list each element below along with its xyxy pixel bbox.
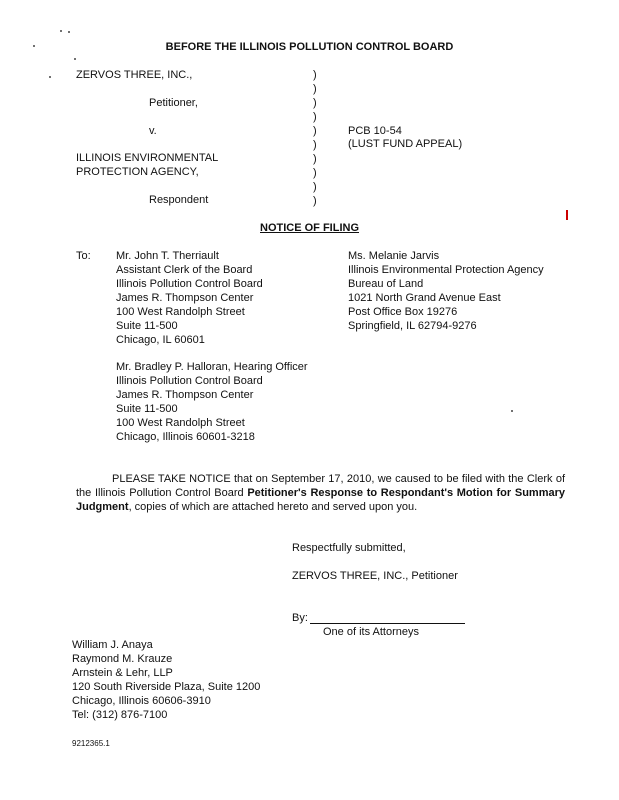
address-line: Suite 11-500 bbox=[116, 403, 178, 415]
paren: ) bbox=[313, 111, 317, 123]
signing-party: ZERVOS THREE, INC., Petitioner bbox=[292, 570, 458, 582]
paren: ) bbox=[313, 139, 317, 151]
to-label: To: bbox=[76, 250, 91, 262]
counsel-line: William J. Anaya bbox=[72, 639, 153, 651]
notice-text: PLEASE TAKE NOTICE that on September 17, 2010, we caused to be filed with the Clerk of the Illinois Pollution Control Board bbox=[76, 473, 565, 499]
filed-document-title: Petitioner's Response to Respondant's Motion for Summary Judgment bbox=[76, 487, 565, 513]
respondent-name-line1: ILLINOIS ENVIRONMENTAL bbox=[76, 152, 219, 164]
address-line: Illinois Pollution Control Board bbox=[116, 375, 263, 387]
counsel-line: Chicago, Illinois 60606-3910 bbox=[72, 695, 211, 707]
signature-line bbox=[310, 623, 465, 624]
address-line: Illinois Environmental Protection Agency bbox=[348, 264, 544, 276]
respondent-name-line2: PROTECTION AGENCY, bbox=[76, 166, 199, 178]
address-line: Chicago, IL 60601 bbox=[116, 334, 205, 346]
recipient-therriault bbox=[116, 249, 263, 347]
notice-text-end: , copies of which are attached hereto and served upon you. bbox=[128, 501, 418, 513]
counsel-line: Tel: (312) 876-7100 bbox=[72, 709, 168, 721]
paren: ) bbox=[313, 97, 317, 109]
counsel-line: 120 South Riverside Plaza, Suite 1200 bbox=[72, 681, 261, 693]
address-line: Mr. Bradley P. Halloran, Hearing Officer bbox=[116, 361, 308, 373]
paren: ) bbox=[313, 83, 317, 95]
notice-title: NOTICE OF FILING bbox=[260, 222, 359, 234]
paren: ) bbox=[313, 181, 317, 193]
address-line: James R. Thompson Center bbox=[116, 292, 254, 304]
address-line: 1021 North Grand Avenue East bbox=[348, 292, 501, 304]
scan-speck bbox=[49, 76, 51, 78]
versus: v. bbox=[149, 125, 157, 137]
recipient-halloran bbox=[116, 360, 308, 444]
address-line: Mr. John T. Therriault bbox=[116, 250, 219, 262]
address-line: Chicago, Illinois 60601-3218 bbox=[116, 431, 255, 443]
scan-speck bbox=[60, 30, 62, 32]
closing: Respectfully submitted, bbox=[292, 542, 406, 554]
address-line: Post Office Box 19276 bbox=[348, 306, 458, 318]
address-line: Assistant Clerk of the Board bbox=[116, 264, 253, 276]
by-label: By: bbox=[292, 612, 308, 624]
case-number: PCB 10-54 bbox=[348, 125, 402, 137]
document-id: 9212365.1 bbox=[72, 739, 110, 748]
address-line: Illinois Pollution Control Board bbox=[116, 278, 263, 290]
paren: ) bbox=[313, 167, 317, 179]
counsel-line: Raymond M. Krauze bbox=[72, 653, 173, 665]
address-line: Springfield, IL 62794-9276 bbox=[348, 320, 477, 332]
scan-speck bbox=[74, 58, 76, 60]
respondent-role: Respondent bbox=[149, 194, 209, 206]
address-line: Ms. Melanie Jarvis bbox=[348, 250, 440, 262]
paren: ) bbox=[313, 125, 317, 137]
address-line: 100 West Randolph Street bbox=[116, 306, 245, 318]
caption-parens bbox=[313, 68, 317, 208]
petitioner-name: ZERVOS THREE, INC., bbox=[76, 69, 193, 81]
paren: ) bbox=[313, 69, 317, 81]
recipient-jarvis bbox=[348, 249, 544, 333]
petitioner-role: Petitioner, bbox=[149, 97, 198, 109]
case-type: (LUST FUND APPEAL) bbox=[348, 138, 463, 150]
address-line: 100 West Randolph Street bbox=[116, 417, 245, 429]
notice-paragraph bbox=[76, 472, 565, 514]
address-line: Suite 11-500 bbox=[116, 320, 178, 332]
counsel-block bbox=[72, 638, 260, 722]
address-line: Bureau of Land bbox=[348, 278, 424, 290]
scan-speck bbox=[68, 31, 70, 33]
attorney-caption: One of its Attorneys bbox=[323, 626, 419, 638]
counsel-line: Arnstein & Lehr, LLP bbox=[72, 667, 173, 679]
scan-speck bbox=[511, 410, 513, 412]
address-line: James R. Thompson Center bbox=[116, 389, 254, 401]
court-title: BEFORE THE ILLINOIS POLLUTION CONTROL BOARD bbox=[165, 41, 454, 53]
paren: ) bbox=[313, 195, 317, 207]
paren: ) bbox=[313, 153, 317, 165]
red-margin-mark bbox=[566, 210, 568, 220]
